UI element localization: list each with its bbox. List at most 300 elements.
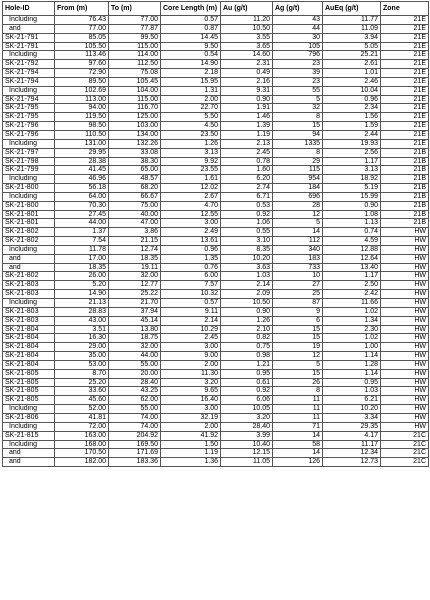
- hole-id-cell: and: [3, 263, 55, 272]
- core-length-cell: 0.54: [161, 51, 221, 60]
- to-cell: 37.94: [109, 307, 161, 316]
- au-cell: 3.10: [221, 237, 273, 246]
- to-cell: 18.35: [109, 254, 161, 263]
- header-ag: Ag (g/t): [273, 2, 323, 16]
- au-cell: 11.05: [221, 458, 273, 467]
- ag-cell: 112: [273, 237, 323, 246]
- core-length-cell: 11.30: [161, 369, 221, 378]
- zone-cell: 21B: [381, 148, 429, 157]
- core-length-cell: 22.70: [161, 104, 221, 113]
- zone-cell: 21B: [381, 219, 429, 228]
- from-cell: 98.50: [55, 122, 109, 131]
- hole-id-cell: SK-21-792: [3, 60, 55, 69]
- to-cell: 3.86: [109, 228, 161, 237]
- zone-cell: 21C: [381, 449, 429, 458]
- zone-cell: HW: [381, 316, 429, 325]
- ag-cell: 15: [273, 334, 323, 343]
- from-cell: 113.00: [55, 95, 109, 104]
- aueq-cell: 0.95: [323, 378, 381, 387]
- core-length-cell: 6.00: [161, 272, 221, 281]
- aueq-cell: 1.56: [323, 113, 381, 122]
- to-cell: 77.87: [109, 24, 161, 33]
- ag-cell: 14: [273, 449, 323, 458]
- core-length-cell: 12.02: [161, 184, 221, 193]
- aueq-cell: 3.34: [323, 413, 381, 422]
- to-cell: 66.67: [109, 192, 161, 201]
- ag-cell: 11: [273, 413, 323, 422]
- hole-id-cell: SK-21-815: [3, 431, 55, 440]
- from-cell: 70.30: [55, 201, 109, 210]
- zone-cell: 21E: [381, 16, 429, 25]
- ag-cell: 183: [273, 254, 323, 263]
- table-row: [3, 69, 429, 78]
- from-cell: 41.81: [55, 413, 109, 422]
- aueq-cell: 1.59: [323, 122, 381, 131]
- au-cell: 0.92: [221, 210, 273, 219]
- aueq-cell: 10.20: [323, 405, 381, 414]
- aueq-cell: 15.99: [323, 192, 381, 201]
- ag-cell: 30: [273, 33, 323, 42]
- table-row: [3, 387, 429, 396]
- ag-cell: 94: [273, 130, 323, 139]
- hole-id-cell: SK-21-802: [3, 272, 55, 281]
- to-cell: 55.00: [109, 360, 161, 369]
- core-length-cell: 4.70: [161, 201, 221, 210]
- hole-id-cell: SK-21-794: [3, 95, 55, 104]
- ag-cell: 87: [273, 299, 323, 308]
- table-row: [3, 42, 429, 51]
- from-cell: 25.20: [55, 378, 109, 387]
- au-cell: 0.90: [221, 307, 273, 316]
- from-cell: 89.50: [55, 77, 109, 86]
- ag-cell: 5: [273, 219, 323, 228]
- table-row: [3, 307, 429, 316]
- hole-id-cell: SK-21-802: [3, 237, 55, 246]
- au-cell: 6.20: [221, 175, 273, 184]
- hole-id-cell: SK-21-804: [3, 343, 55, 352]
- core-length-cell: 1.61: [161, 175, 221, 184]
- hole-id-cell: and: [3, 24, 55, 33]
- to-cell: 74.00: [109, 413, 161, 422]
- zone-cell: 21E: [381, 130, 429, 139]
- zone-cell: HW: [381, 413, 429, 422]
- core-length-cell: 1.19: [161, 449, 221, 458]
- from-cell: 113.46: [55, 51, 109, 60]
- from-cell: 46.96: [55, 175, 109, 184]
- hole-id-cell: SK-21-801: [3, 210, 55, 219]
- ag-cell: 105: [273, 42, 323, 51]
- table-row: [3, 166, 429, 175]
- table-row: [3, 272, 429, 281]
- zone-cell: 21C: [381, 431, 429, 440]
- hole-id-cell: Including: [3, 245, 55, 254]
- zone-cell: HW: [381, 396, 429, 405]
- core-length-cell: 9.11: [161, 307, 221, 316]
- table-row: [3, 219, 429, 228]
- aueq-cell: 29.35: [323, 422, 381, 431]
- to-cell: 43.25: [109, 387, 161, 396]
- to-cell: 48.57: [109, 175, 161, 184]
- aueq-cell: 18.92: [323, 175, 381, 184]
- hole-id-cell: SK-21-800: [3, 184, 55, 193]
- hole-id-cell: Including: [3, 175, 55, 184]
- hole-id-cell: SK-21-794: [3, 69, 55, 78]
- table-row: [3, 60, 429, 69]
- ag-cell: 15: [273, 325, 323, 334]
- au-cell: 2.16: [221, 77, 273, 86]
- ag-cell: 184: [273, 184, 323, 193]
- zone-cell: 21E: [381, 139, 429, 148]
- from-cell: 85.05: [55, 33, 109, 42]
- aueq-cell: 1.17: [323, 157, 381, 166]
- ag-cell: 58: [273, 440, 323, 449]
- ag-cell: 39: [273, 69, 323, 78]
- from-cell: 45.60: [55, 396, 109, 405]
- table-row: [3, 422, 429, 431]
- core-length-cell: 0.57: [161, 16, 221, 25]
- from-cell: 33.60: [55, 387, 109, 396]
- from-cell: 1.37: [55, 228, 109, 237]
- table-row: [3, 290, 429, 299]
- core-length-cell: 2.00: [161, 95, 221, 104]
- au-cell: 0.95: [221, 369, 273, 378]
- table-row: [3, 210, 429, 219]
- core-length-cell: 3.20: [161, 378, 221, 387]
- core-length-cell: 10.29: [161, 325, 221, 334]
- hole-id-cell: Including: [3, 16, 55, 25]
- zone-cell: HW: [381, 422, 429, 431]
- to-cell: 13.80: [109, 325, 161, 334]
- ag-cell: 126: [273, 458, 323, 467]
- table-row: [3, 148, 429, 157]
- zone-cell: HW: [381, 299, 429, 308]
- core-length-cell: 2.00: [161, 422, 221, 431]
- table-row: [3, 458, 429, 467]
- to-cell: 62.00: [109, 396, 161, 405]
- ag-cell: 32: [273, 104, 323, 113]
- hole-id-cell: Including: [3, 299, 55, 308]
- core-length-cell: 41.92: [161, 431, 221, 440]
- to-cell: 103.00: [109, 122, 161, 131]
- au-cell: 28.40: [221, 422, 273, 431]
- core-length-cell: 7.57: [161, 281, 221, 290]
- table-row: [3, 157, 429, 166]
- from-cell: 16.30: [55, 334, 109, 343]
- zone-cell: HW: [381, 325, 429, 334]
- hole-id-cell: Including: [3, 51, 55, 60]
- zone-cell: HW: [381, 360, 429, 369]
- table-row: [3, 254, 429, 263]
- from-cell: 18.35: [55, 263, 109, 272]
- aueq-cell: 6.21: [323, 396, 381, 405]
- zone-cell: 21B: [381, 192, 429, 201]
- table-row: [3, 263, 429, 272]
- core-length-cell: 2.14: [161, 316, 221, 325]
- hole-id-cell: SK-21-803: [3, 290, 55, 299]
- to-cell: 105.45: [109, 77, 161, 86]
- au-cell: 2.09: [221, 290, 273, 299]
- from-cell: 76.43: [55, 16, 109, 25]
- from-cell: 72.00: [55, 422, 109, 431]
- hole-id-cell: SK-21-805: [3, 387, 55, 396]
- aueq-cell: 1.08: [323, 210, 381, 219]
- table-row: [3, 184, 429, 193]
- aueq-cell: 10.04: [323, 86, 381, 95]
- hole-id-cell: SK-21-791: [3, 33, 55, 42]
- au-cell: 0.75: [221, 343, 273, 352]
- ag-cell: 25: [273, 290, 323, 299]
- zone-cell: 21E: [381, 69, 429, 78]
- zone-cell: HW: [381, 343, 429, 352]
- to-cell: 28.40: [109, 378, 161, 387]
- core-length-cell: 9.65: [161, 387, 221, 396]
- from-cell: 21.13: [55, 299, 109, 308]
- aueq-cell: 2.34: [323, 104, 381, 113]
- ag-cell: 9: [273, 307, 323, 316]
- from-cell: 41.45: [55, 166, 109, 175]
- core-length-cell: 9.00: [161, 352, 221, 361]
- header-core-length: Core Length (m): [161, 2, 221, 16]
- zone-cell: HW: [381, 387, 429, 396]
- au-cell: 11.20: [221, 16, 273, 25]
- zone-cell: 21E: [381, 104, 429, 113]
- core-length-cell: 4.50: [161, 122, 221, 131]
- from-cell: 5.20: [55, 281, 109, 290]
- au-cell: 0.61: [221, 378, 273, 387]
- au-cell: 0.55: [221, 228, 273, 237]
- hole-id-cell: Including: [3, 192, 55, 201]
- hole-id-cell: Including: [3, 440, 55, 449]
- au-cell: 3.65: [221, 42, 273, 51]
- from-cell: 44.00: [55, 219, 109, 228]
- ag-cell: 11: [273, 405, 323, 414]
- to-cell: 134.00: [109, 130, 161, 139]
- ag-cell: 23: [273, 77, 323, 86]
- au-cell: 2.13: [221, 139, 273, 148]
- core-length-cell: 1.35: [161, 254, 221, 263]
- aueq-cell: 25.21: [323, 51, 381, 60]
- aueq-cell: 1.02: [323, 307, 381, 316]
- to-cell: 99.50: [109, 33, 161, 42]
- au-cell: 0.92: [221, 387, 273, 396]
- from-cell: 56.18: [55, 184, 109, 193]
- aueq-cell: 5.19: [323, 184, 381, 193]
- from-cell: 11.78: [55, 245, 109, 254]
- core-length-cell: 32.19: [161, 413, 221, 422]
- to-cell: 68.20: [109, 184, 161, 193]
- ag-cell: 954: [273, 175, 323, 184]
- ag-cell: 26: [273, 378, 323, 387]
- table-row: [3, 24, 429, 33]
- to-cell: 75.00: [109, 201, 161, 210]
- zone-cell: HW: [381, 263, 429, 272]
- core-length-cell: 0.57: [161, 299, 221, 308]
- hole-id-cell: SK-21-802: [3, 228, 55, 237]
- au-cell: 2.45: [221, 148, 273, 157]
- core-length-cell: 2.00: [161, 360, 221, 369]
- au-cell: 0.82: [221, 334, 273, 343]
- core-length-cell: 2.45: [161, 334, 221, 343]
- core-length-cell: 12.55: [161, 210, 221, 219]
- au-cell: 1.21: [221, 360, 273, 369]
- ag-cell: 71: [273, 422, 323, 431]
- table-row: [3, 281, 429, 290]
- zone-cell: HW: [381, 272, 429, 281]
- from-cell: 52.00: [55, 405, 109, 414]
- au-cell: 10.50: [221, 299, 273, 308]
- from-cell: 14.90: [55, 290, 109, 299]
- ag-cell: 28: [273, 201, 323, 210]
- zone-cell: 21E: [381, 122, 429, 131]
- hole-id-cell: SK-21-803: [3, 281, 55, 290]
- from-cell: 7.54: [55, 237, 109, 246]
- from-cell: 119.50: [55, 113, 109, 122]
- ag-cell: 12: [273, 352, 323, 361]
- core-length-cell: 13.61: [161, 237, 221, 246]
- table-row: [3, 352, 429, 361]
- from-cell: 28.38: [55, 157, 109, 166]
- aueq-cell: 19.93: [323, 139, 381, 148]
- zone-cell: 21E: [381, 113, 429, 122]
- zone-cell: HW: [381, 307, 429, 316]
- hole-id-cell: and: [3, 449, 55, 458]
- to-cell: 19.11: [109, 263, 161, 272]
- ag-cell: 696: [273, 192, 323, 201]
- table-row: [3, 201, 429, 210]
- au-cell: 2.74: [221, 184, 273, 193]
- table-row: [3, 360, 429, 369]
- from-cell: 102.69: [55, 86, 109, 95]
- core-length-cell: 0.96: [161, 245, 221, 254]
- core-length-cell: 9.92: [161, 157, 221, 166]
- aueq-cell: 1.13: [323, 219, 381, 228]
- core-length-cell: 23.50: [161, 130, 221, 139]
- zone-cell: 21B: [381, 184, 429, 193]
- core-length-cell: 0.76: [161, 263, 221, 272]
- au-cell: 3.20: [221, 413, 273, 422]
- from-cell: 110.50: [55, 130, 109, 139]
- core-length-cell: 14.45: [161, 33, 221, 42]
- core-length-cell: 3.00: [161, 343, 221, 352]
- zone-cell: HW: [381, 405, 429, 414]
- table-row: [3, 440, 429, 449]
- from-cell: 27.45: [55, 210, 109, 219]
- core-length-cell: 10.32: [161, 290, 221, 299]
- table-row: [3, 77, 429, 86]
- table-row: [3, 113, 429, 122]
- aueq-cell: 11.09: [323, 24, 381, 33]
- table-row: [3, 245, 429, 254]
- zone-cell: 21B: [381, 201, 429, 210]
- zone-cell: 21C: [381, 440, 429, 449]
- hole-id-cell: Including: [3, 405, 55, 414]
- to-cell: 75.08: [109, 69, 161, 78]
- ag-cell: 5: [273, 95, 323, 104]
- from-cell: 35.00: [55, 352, 109, 361]
- table-row: [3, 130, 429, 139]
- header-hole-id: Hole-ID: [3, 2, 55, 16]
- to-cell: 21.15: [109, 237, 161, 246]
- to-cell: 74.00: [109, 422, 161, 431]
- from-cell: 105.50: [55, 42, 109, 51]
- from-cell: 8.70: [55, 369, 109, 378]
- aueq-cell: 1.14: [323, 369, 381, 378]
- drill-results-table-container: [2, 1, 428, 467]
- zone-cell: 21E: [381, 42, 429, 51]
- au-cell: 2.31: [221, 60, 273, 69]
- au-cell: 12.15: [221, 449, 273, 458]
- ag-cell: 44: [273, 24, 323, 33]
- ag-cell: 11: [273, 396, 323, 405]
- table-row: [3, 405, 429, 414]
- aueq-cell: 1.01: [323, 69, 381, 78]
- hole-id-cell: SK-21-803: [3, 307, 55, 316]
- to-cell: 47.00: [109, 219, 161, 228]
- aueq-cell: 11.17: [323, 440, 381, 449]
- from-cell: 72.90: [55, 69, 109, 78]
- ag-cell: 19: [273, 343, 323, 352]
- hole-id-cell: SK-21-799: [3, 166, 55, 175]
- aueq-cell: 1.02: [323, 334, 381, 343]
- from-cell: 26.00: [55, 272, 109, 281]
- core-length-cell: 3.00: [161, 405, 221, 414]
- core-length-cell: 14.90: [161, 60, 221, 69]
- au-cell: 0.90: [221, 95, 273, 104]
- table-row: [3, 396, 429, 405]
- aueq-cell: 4.59: [323, 237, 381, 246]
- header-aueq: AuEq (g/t): [323, 2, 381, 16]
- au-cell: 1.03: [221, 272, 273, 281]
- to-cell: 12.74: [109, 245, 161, 254]
- to-cell: 25.22: [109, 290, 161, 299]
- ag-cell: 115: [273, 166, 323, 175]
- from-cell: 168.00: [55, 440, 109, 449]
- zone-cell: 21B: [381, 166, 429, 175]
- au-cell: 6.71: [221, 192, 273, 201]
- hole-id-cell: SK-21-794: [3, 77, 55, 86]
- zone-cell: 21B: [381, 157, 429, 166]
- aueq-cell: 12.64: [323, 254, 381, 263]
- hole-id-cell: SK-21-795: [3, 104, 55, 113]
- au-cell: 9.31: [221, 86, 273, 95]
- table-row: [3, 316, 429, 325]
- ag-cell: 8: [273, 113, 323, 122]
- core-length-cell: 0.87: [161, 24, 221, 33]
- from-cell: 28.83: [55, 307, 109, 316]
- to-cell: 44.00: [109, 352, 161, 361]
- zone-cell: 21E: [381, 51, 429, 60]
- hole-id-cell: SK-21-801: [3, 219, 55, 228]
- to-cell: 112.50: [109, 60, 161, 69]
- table-row: [3, 237, 429, 246]
- core-length-cell: 1.31: [161, 86, 221, 95]
- hole-id-cell: SK-21-806: [3, 413, 55, 422]
- table-row: [3, 175, 429, 184]
- to-cell: 114.00: [109, 51, 161, 60]
- to-cell: 104.00: [109, 86, 161, 95]
- ag-cell: 5: [273, 360, 323, 369]
- zone-cell: HW: [381, 228, 429, 237]
- au-cell: 10.20: [221, 254, 273, 263]
- hole-id-cell: SK-21-796: [3, 122, 55, 131]
- aueq-cell: 2.61: [323, 60, 381, 69]
- table-body: [3, 16, 429, 467]
- au-cell: 0.49: [221, 69, 273, 78]
- table-row: [3, 449, 429, 458]
- ag-cell: 14: [273, 228, 323, 237]
- au-cell: 6.06: [221, 396, 273, 405]
- ag-cell: 1335: [273, 139, 323, 148]
